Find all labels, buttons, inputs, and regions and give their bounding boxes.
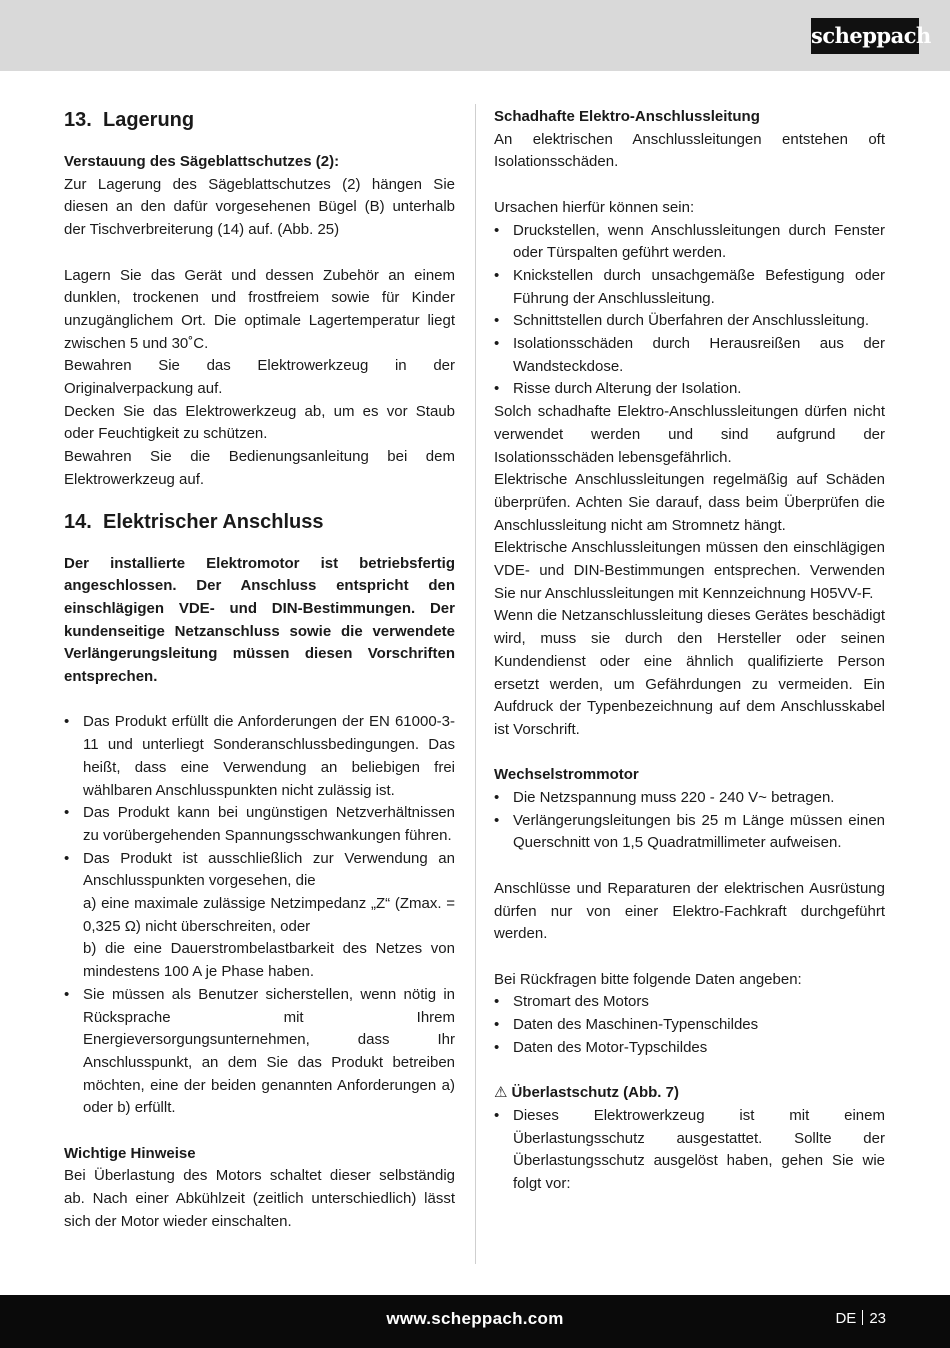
- ac-motor-list: [494, 787, 885, 855]
- cable-paragraph-3: Elektrische Anschlussleitungen müssen den einschlägigen VDE- und DIN-Bestimmungen entsprechen. Verwenden Sie nur Anschlussleitungen mit Kennzeichnung H05VV-F.: [494, 539, 885, 602]
- storage-paragraph-4: Bewahren Sie die Bedienungsanleitung bei dem Elektrowerkzeug auf.: [64, 448, 455, 488]
- saw-guard-storage-title: Verstauung des Sägeblattschutzes (2):: [64, 153, 340, 170]
- list-item: • Die Netzspannung muss 220 - 240 V~ betragen.: [494, 789, 835, 807]
- section-14-number: 14.: [64, 510, 92, 533]
- section-14-heading: [64, 508, 455, 536]
- page-number-value: 23: [869, 1310, 886, 1327]
- important-notes-text: Bei Überlastung des Motors schaltet dieser selbständig ab. Nach einer Abkühlzeit (zeitlich unterschiedlich) lässt sich der Motor wieder einschalten.: [64, 1167, 455, 1230]
- storage-paragraph-2: Bewahren Sie das Elektrowerkzeug in der Originalverpackung auf.: [64, 357, 455, 398]
- section-14-title: Elektrischer Anschluss: [103, 510, 324, 533]
- list-item: • Dieses Elektrowerkzeug ist mit einem Überlastungsschutz ausgestattet. Sollte der Überlastungsschutz ausgelöst haben, gehen Sie wie folgt vor:: [494, 1106, 885, 1192]
- warning-triangle-icon: ⚠: [494, 1084, 508, 1102]
- storage-paragraph-3: Decken Sie das Elektrowerkzeug ab, um es vor Staub oder Feuchtigkeit zu schützen.: [64, 402, 455, 443]
- list-item: • Verlängerungsleitungen bis 25 m Länge müssen einen Querschnitt von 1,5 Quadratmillimeter aufweisen.: [494, 811, 885, 852]
- list-item: • Das Produkt erfüllt die Anforderungen der EN 61000-3-11 und unterliegt Sonderanschlussbedingungen. Das heißt, dass eine Verwendung an beliebigen frei wählbaren Anschlusspunkten nicht zulässig ist.: [64, 713, 455, 799]
- right-column: [494, 106, 885, 1196]
- electric-connection-intro: Der installierte Elektromotor ist betriebsfertig angeschlossen. Der Anschluss entspricht den einschlägigen VDE- und DIN-Bestimmungen. Der kundenseitige Netzanschluss sowie die verwendete Verlängerungsleitung müssen diesen Vorschriften entsprechen.: [64, 554, 455, 686]
- section-13-number: 13.: [64, 109, 92, 131]
- scheppach-logo: scheppach: [811, 18, 919, 54]
- repairs-paragraph: Anschlüsse und Reparaturen der elektrischen Ausrüstung dürfen nur von einer Elektro-Fachkraft durchgeführt werden.: [494, 879, 885, 943]
- causes-label: Ursachen hierfür können sein:: [494, 198, 695, 216]
- damaged-cable-intro: An elektrischen Anschlussleitungen entstehen oft Isolationsschäden.: [494, 130, 885, 171]
- section-13-heading: [64, 106, 455, 134]
- list-item: • Risse durch Alterung der Isolation.: [494, 380, 742, 398]
- list-item: • Schnittstellen durch Überfahren der Anschlussleitung.: [494, 312, 870, 330]
- overload-protection-title: ⚠ Überlastschutz (Abb. 7): [494, 1082, 885, 1105]
- connection-requirements-list: [64, 711, 455, 1120]
- storage-paragraph-1: Lagern Sie das Gerät und dessen Zubehör an einem dunklen, trockenen und frostfreiem sowie für Kinder unzugänglichem Ort. Die optimale Lagertemperatur liegt zwischen 5 und 30˚C.: [64, 266, 455, 352]
- list-item: • Das Produkt ist ausschließlich zur Verwendung an Anschlusspunkten vorgesehen, die a) eine maximale zulässige Netzimpedanz „Z“ (Zmax. = 0,325 Ω) nicht überschreiten, oder b) die eine Dauerstrombelastbarkeit des Netzes von mindestens 100 A je Phase haben.: [64, 849, 455, 981]
- ac-motor-title: Wechselstrommotor: [494, 766, 639, 784]
- damage-causes-list: [494, 220, 885, 402]
- section-13-title: Lagerung: [103, 109, 195, 131]
- language-code: DE: [835, 1310, 857, 1327]
- cable-paragraph-2: Elektrische Anschlussleitungen regelmäßig auf Schäden überprüfen. Achten Sie darauf, dass beim Überprüfen die Anschlussleitung nicht am Stromnetz hängt.: [494, 471, 885, 534]
- page-number: [835, 1310, 886, 1327]
- footer-bar: [0, 1295, 950, 1348]
- list-item: • Daten des Motor-Typschildes: [494, 1038, 708, 1056]
- left-column: [64, 106, 455, 1234]
- list-item: • Druckstellen, wenn Anschlussleitungen durch Fenster oder Türspalten geführt werden.: [494, 221, 885, 262]
- inquiry-data-list: [494, 991, 885, 1059]
- list-item: • Knickstellen durch unsachgemäße Befestigung oder Führung der Anschlussleitung.: [494, 266, 885, 307]
- cable-paragraph-4: Wenn die Netzanschlussleitung dieses Gerätes beschädigt wird, muss sie durch den Hersteller oder seinen Kundendienst oder eine ähnlich qualifizierte Person ersetzt werden, um Gefährdungen zu vermeiden. Ein Aufdruck der Typenbezeichnung auf dem Anschlusskabel ist Vorschrift.: [494, 607, 885, 738]
- list-item: • Das Produkt kann bei ungünstigen Netzverhältnissen zu vorübergehenden Spannungsschwankungen führen.: [64, 804, 455, 844]
- saw-guard-storage-text: Zur Lagerung des Sägeblattschutzes (2) hängen Sie diesen an den dafür vorgesehenen Bügel (B) unterhalb der Tischverbreiterung (14) auf. (Abb. 25): [64, 175, 455, 239]
- inquiry-paragraph: Bei Rückfragen bitte folgende Daten angeben:: [494, 970, 802, 988]
- list-item: • Stromart des Motors: [494, 993, 649, 1011]
- overload-list: [494, 1105, 885, 1196]
- header-bar: [0, 0, 950, 71]
- important-notes-title: Wichtige Hinweise: [64, 1144, 196, 1162]
- damaged-cable-title: Schadhafte Elektro-Anschlussleitung: [494, 108, 760, 125]
- website-link[interactable]: www.scheppach.com: [386, 1309, 564, 1328]
- list-item: • Daten des Maschinen-Typenschildes: [494, 1016, 759, 1034]
- list-item: • Sie müssen als Benutzer sicherstellen, wenn nötig in Rücksprache mit Ihrem Energieversorgungsunternehmen, dass Ihr Anschlusspunkt, an dem Sie das Produkt betreiben möchten, eine der beiden genannten Anforderungen a) oder b) erfüllt.: [64, 985, 455, 1117]
- column-divider: [475, 104, 476, 1264]
- list-item: • Isolationsschäden durch Herausreißen aus der Wandsteckdose.: [494, 335, 885, 375]
- cable-paragraph-1: Solch schadhafte Elektro-Anschlussleitungen dürfen nicht verwendet werden und sind aufgrund der Isolationsschäden lebensgefährlich.: [494, 403, 885, 466]
